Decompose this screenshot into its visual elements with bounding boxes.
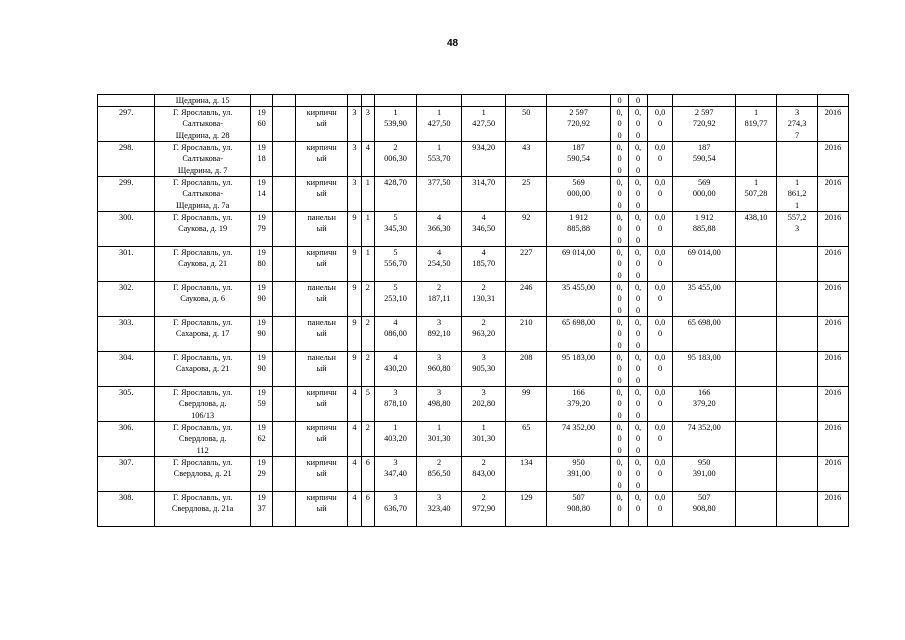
cell-fund-total: 95 183,00 <box>673 352 736 387</box>
cell-year: 19 62 <box>250 422 273 457</box>
table-row <box>98 142 849 177</box>
cell-area-total: 4 430,20 <box>374 352 416 387</box>
cell-address: Г. Ярославль, ул. Сахарова, д. 17 <box>155 317 250 352</box>
cell-area-residential: 4 346,50 <box>462 212 506 247</box>
cell-fund-3: 0,0 0 <box>647 107 673 142</box>
table-row-continued <box>98 95 849 107</box>
cell-residents: 227 <box>506 247 547 282</box>
cell-c16: 0 <box>610 95 628 107</box>
cell-max-cost <box>777 317 818 352</box>
cell-fund-total: 569 000,00 <box>673 177 736 212</box>
cell-extra <box>273 457 296 492</box>
cell-address: Г. Ярославль, ул. Свердлова, д. 21а <box>155 492 250 527</box>
cell-empty <box>374 95 416 107</box>
cell-fund-1: 0, 0 <box>610 492 628 527</box>
cell-residents: 246 <box>506 282 547 317</box>
cell-fund-total: 1 912 885,88 <box>673 212 736 247</box>
cell-fund-1: 0, 0 0 <box>610 212 628 247</box>
cell-fund-total: 65 698,00 <box>673 317 736 352</box>
cell-fund-2: 0, 0 0 <box>629 282 647 317</box>
cell-residents: 43 <box>506 142 547 177</box>
cell-area-living: 1 553,70 <box>417 142 462 177</box>
cell-total-cost: 950 391,00 <box>547 457 611 492</box>
cell-year-end: 2016 <box>818 457 849 492</box>
cell-empty <box>673 95 736 107</box>
cell-fund-1: 0, 0 0 <box>610 352 628 387</box>
cell-year: 19 80 <box>250 247 273 282</box>
cell-fund-1: 0, 0 0 <box>610 282 628 317</box>
cell-fund-2: 0, 0 0 <box>629 317 647 352</box>
cell-extra <box>273 107 296 142</box>
cell-material: панельн ый <box>295 352 347 387</box>
cell-unit-cost <box>736 492 777 527</box>
cell-max-cost: 3 274,3 7 <box>777 107 818 142</box>
cell-fund-3: 0,0 0 <box>647 492 673 527</box>
table-row <box>98 387 849 422</box>
cell-area-living: 377,50 <box>417 177 462 212</box>
cell-residents: 208 <box>506 352 547 387</box>
cell-area-total: 5 253,10 <box>374 282 416 317</box>
cell-number: 302. <box>98 282 155 317</box>
cell-residents: 134 <box>506 457 547 492</box>
cell-unit-cost <box>736 142 777 177</box>
cell-fund-1: 0, 0 0 <box>610 107 628 142</box>
cell-year-end: 2016 <box>818 422 849 457</box>
cell-fund-3: 0,0 0 <box>647 457 673 492</box>
cell-empty <box>777 95 818 107</box>
cell-fund-total: 187 590,54 <box>673 142 736 177</box>
cell-floors: 9 <box>348 282 361 317</box>
cell-year: 19 90 <box>250 282 273 317</box>
cell-total-cost: 507 908,80 <box>547 492 611 527</box>
cell-max-cost: 1 861,2 1 <box>777 177 818 212</box>
cell-total-cost: 2 597 720,92 <box>547 107 611 142</box>
cell-year-end: 2016 <box>818 212 849 247</box>
cell-material: панельн ый <box>295 212 347 247</box>
cell-area-living: 1 427,50 <box>417 107 462 142</box>
cell-area-residential: 2 972,90 <box>462 492 506 527</box>
cell-year-end: 2016 <box>818 317 849 352</box>
cell-max-cost <box>777 422 818 457</box>
cell-year: 19 90 <box>250 317 273 352</box>
table-row <box>98 422 849 457</box>
cell-area-total: 5 556,70 <box>374 247 416 282</box>
cell-floors: 9 <box>348 212 361 247</box>
cell-entrances: 2 <box>361 317 374 352</box>
cell-address: Г. Ярославль, ул. Свердлова, д. 112 <box>155 422 250 457</box>
cell-number: 298. <box>98 142 155 177</box>
cell-fund-1: 0, 0 0 <box>610 247 628 282</box>
cell-fund-3: 0,0 0 <box>647 247 673 282</box>
cell-unit-cost <box>736 387 777 422</box>
cell-fund-1: 0, 0 0 <box>610 142 628 177</box>
cell-extra <box>273 247 296 282</box>
cell-fund-total: 507 908,80 <box>673 492 736 527</box>
cell-floors: 3 <box>348 142 361 177</box>
cell-area-total: 3 636,70 <box>374 492 416 527</box>
cell-residents: 129 <box>506 492 547 527</box>
cell-empty <box>273 95 296 107</box>
cell-material: кирпичн ый <box>295 457 347 492</box>
cell-extra <box>273 177 296 212</box>
cell-entrances: 2 <box>361 282 374 317</box>
table-row <box>98 492 849 527</box>
cell-area-total: 3 347,40 <box>374 457 416 492</box>
cell-residents: 50 <box>506 107 547 142</box>
cell-year: 19 29 <box>250 457 273 492</box>
cell-empty <box>295 95 347 107</box>
cell-floors: 4 <box>348 457 361 492</box>
cell-floors: 9 <box>348 352 361 387</box>
cell-year-end: 2016 <box>818 387 849 422</box>
cell-fund-3: 0,0 0 <box>647 177 673 212</box>
cell-fund-1: 0, 0 0 <box>610 177 628 212</box>
cell-fund-2: 0, 0 0 <box>629 177 647 212</box>
cell-address: Г. Ярославль, ул. Салтыкова- Щедрина, д. 7а <box>155 177 250 212</box>
cell-max-cost <box>777 352 818 387</box>
page-number: 48 <box>446 38 459 49</box>
cell-area-residential: 934,20 <box>462 142 506 177</box>
cell-empty <box>98 95 155 107</box>
cell-fund-total: 74 352,00 <box>673 422 736 457</box>
cell-total-cost: 35 455,00 <box>547 282 611 317</box>
cell-residents: 92 <box>506 212 547 247</box>
cell-year: 19 18 <box>250 142 273 177</box>
cell-fund-2: 0, 0 0 <box>629 247 647 282</box>
table-row <box>98 317 849 352</box>
cell-year: 19 59 <box>250 387 273 422</box>
cell-year-end: 2016 <box>818 107 849 142</box>
cell-area-total: 4 086,00 <box>374 317 416 352</box>
cell-residents: 210 <box>506 317 547 352</box>
cell-number: 307. <box>98 457 155 492</box>
table-row <box>98 177 849 212</box>
cell-fund-3: 0,0 0 <box>647 212 673 247</box>
cell-unit-cost: 1 507,28 <box>736 177 777 212</box>
cell-year: 19 37 <box>250 492 273 527</box>
cell-max-cost <box>777 492 818 527</box>
cell-empty <box>547 95 611 107</box>
cell-total-cost: 187 590,54 <box>547 142 611 177</box>
cell-floors: 3 <box>348 107 361 142</box>
cell-material: кирпичн ый <box>295 142 347 177</box>
cell-fund-2: 0, 0 0 <box>629 142 647 177</box>
cell-fund-3: 0,0 0 <box>647 422 673 457</box>
cell-extra <box>273 212 296 247</box>
cell-year: 19 90 <box>250 352 273 387</box>
cell-fund-2: 0, 0 <box>629 492 647 527</box>
cell-unit-cost: 1 819,77 <box>736 107 777 142</box>
cell-total-cost: 69 014,00 <box>547 247 611 282</box>
cell-address: Г. Ярославль, ул. Салтыкова- Щедрина, д. 7 <box>155 142 250 177</box>
cell-max-cost <box>777 247 818 282</box>
cell-empty <box>462 95 506 107</box>
cell-fund-2: 0, 0 0 <box>629 457 647 492</box>
cell-area-residential: 1 301,30 <box>462 422 506 457</box>
cell-year-end: 2016 <box>818 352 849 387</box>
cell-extra <box>273 422 296 457</box>
cell-entrances: 3 <box>361 107 374 142</box>
cell-material: кирпичн ый <box>295 247 347 282</box>
cell-extra <box>273 142 296 177</box>
cell-address: Г. Ярославль, ул. Саукова, д. 21 <box>155 247 250 282</box>
cell-empty <box>736 95 777 107</box>
cell-area-living: 1 301,30 <box>417 422 462 457</box>
cell-fund-3: 0,0 0 <box>647 282 673 317</box>
cell-number: 299. <box>98 177 155 212</box>
cell-empty <box>417 95 462 107</box>
cell-fund-total: 69 014,00 <box>673 247 736 282</box>
cell-area-living: 3 892,10 <box>417 317 462 352</box>
cell-fund-total: 2 597 720,92 <box>673 107 736 142</box>
cell-area-living: 2 856,50 <box>417 457 462 492</box>
cell-fund-1: 0, 0 0 <box>610 387 628 422</box>
cell-area-living: 2 187,11 <box>417 282 462 317</box>
cell-max-cost <box>777 457 818 492</box>
cell-address: Г. Ярославль, ул. Сахарова, д. 21 <box>155 352 250 387</box>
table-row <box>98 247 849 282</box>
cell-material: кирпичн ый <box>295 177 347 212</box>
cell-address: Г. Ярославль, ул. Саукова, д. 6 <box>155 282 250 317</box>
cell-unit-cost <box>736 352 777 387</box>
cell-entrances: 2 <box>361 422 374 457</box>
cell-fund-total: 166 379,20 <box>673 387 736 422</box>
cell-address: Г. Ярославль, ул. Свердлова, д. 106/13 <box>155 387 250 422</box>
cell-material: панельн ый <box>295 317 347 352</box>
table-row <box>98 212 849 247</box>
cell-area-total: 5 345,30 <box>374 212 416 247</box>
cell-area-living: 4 254,50 <box>417 247 462 282</box>
cell-extra <box>273 317 296 352</box>
cell-year-end: 2016 <box>818 247 849 282</box>
cell-residents: 25 <box>506 177 547 212</box>
cell-area-residential: 314,70 <box>462 177 506 212</box>
cell-empty <box>818 95 849 107</box>
cell-year: 19 14 <box>250 177 273 212</box>
cell-entrances: 5 <box>361 387 374 422</box>
cell-entrances: 1 <box>361 247 374 282</box>
table-row <box>98 352 849 387</box>
cell-area-total: 1 403,20 <box>374 422 416 457</box>
cell-area-total: 2 006,30 <box>374 142 416 177</box>
table-row <box>98 282 849 317</box>
cell-material: кирпичн ый <box>295 492 347 527</box>
cell-year-end: 2016 <box>818 142 849 177</box>
cell-material: кирпичн ый <box>295 107 347 142</box>
cell-entrances: 2 <box>361 352 374 387</box>
cell-fund-3: 0,0 0 <box>647 317 673 352</box>
cell-unit-cost <box>736 247 777 282</box>
cell-area-total: 428,70 <box>374 177 416 212</box>
cell-number: 306. <box>98 422 155 457</box>
table-row <box>98 107 849 142</box>
cell-residents: 99 <box>506 387 547 422</box>
housing-register-table <box>97 94 849 527</box>
cell-floors: 9 <box>348 317 361 352</box>
cell-unit-cost <box>736 422 777 457</box>
cell-total-cost: 1 912 885,88 <box>547 212 611 247</box>
cell-area-total: 3 878,10 <box>374 387 416 422</box>
cell-total-cost: 65 698,00 <box>547 317 611 352</box>
cell-area-residential: 4 185,70 <box>462 247 506 282</box>
cell-floors: 9 <box>348 247 361 282</box>
cell-unit-cost <box>736 317 777 352</box>
cell-max-cost <box>777 282 818 317</box>
cell-year: 19 60 <box>250 107 273 142</box>
cell-extra <box>273 492 296 527</box>
cell-floors: 3 <box>348 177 361 212</box>
cell-fund-1: 0, 0 0 <box>610 317 628 352</box>
cell-entrances: 6 <box>361 492 374 527</box>
cell-number: 308. <box>98 492 155 527</box>
cell-max-cost <box>777 142 818 177</box>
cell-entrances: 1 <box>361 212 374 247</box>
cell-number: 297. <box>98 107 155 142</box>
cell-empty <box>250 95 273 107</box>
cell-fund-2: 0, 0 0 <box>629 107 647 142</box>
cell-fund-2: 0, 0 0 <box>629 212 647 247</box>
cell-unit-cost <box>736 282 777 317</box>
cell-address: Г. Ярославль, ул. Свердлова, д. 21 <box>155 457 250 492</box>
cell-number: 303. <box>98 317 155 352</box>
cell-year-end: 2016 <box>818 282 849 317</box>
cell-fund-2: 0, 0 0 <box>629 352 647 387</box>
cell-entrances: 1 <box>361 177 374 212</box>
cell-extra <box>273 387 296 422</box>
cell-area-residential: 2 130,31 <box>462 282 506 317</box>
cell-number: 304. <box>98 352 155 387</box>
cell-number: 300. <box>98 212 155 247</box>
cell-empty <box>348 95 361 107</box>
cell-c17: 0 <box>629 95 647 107</box>
cell-area-residential: 3 905,30 <box>462 352 506 387</box>
cell-area-living: 3 498,80 <box>417 387 462 422</box>
cell-max-cost <box>777 387 818 422</box>
cell-year-end: 2016 <box>818 177 849 212</box>
cell-fund-total: 35 455,00 <box>673 282 736 317</box>
cell-empty <box>647 95 673 107</box>
cell-address: Г. Ярославль, ул. Салтыкова- Щедрина, д. 28 <box>155 107 250 142</box>
cell-address: Г. Ярославль, ул. Саукова, д. 19 <box>155 212 250 247</box>
cell-floors: 4 <box>348 422 361 457</box>
cell-unit-cost <box>736 457 777 492</box>
cell-fund-3: 0,0 0 <box>647 142 673 177</box>
cell-extra <box>273 282 296 317</box>
cell-max-cost: 557,2 3 <box>777 212 818 247</box>
cell-area-living: 4 366,30 <box>417 212 462 247</box>
cell-material: кирпичн ый <box>295 422 347 457</box>
cell-fund-total: 950 391,00 <box>673 457 736 492</box>
cell-fund-1: 0, 0 0 <box>610 457 628 492</box>
cell-fund-2: 0, 0 0 <box>629 422 647 457</box>
cell-extra <box>273 352 296 387</box>
cell-empty <box>506 95 547 107</box>
cell-floors: 4 <box>348 387 361 422</box>
cell-fund-3: 0,0 0 <box>647 387 673 422</box>
cell-year-end: 2016 <box>818 492 849 527</box>
cell-entrances: 4 <box>361 142 374 177</box>
cell-residents: 65 <box>506 422 547 457</box>
cell-unit-cost: 438,10 <box>736 212 777 247</box>
cell-fund-2: 0, 0 0 <box>629 387 647 422</box>
cell-total-cost: 95 183,00 <box>547 352 611 387</box>
cell-material: панельн ый <box>295 282 347 317</box>
cell-material: кирпичн ый <box>295 387 347 422</box>
cell-total-cost: 166 379,20 <box>547 387 611 422</box>
cell-empty <box>361 95 374 107</box>
cell-total-cost: 569 000,00 <box>547 177 611 212</box>
cell-number: 301. <box>98 247 155 282</box>
cell-area-living: 3 960,80 <box>417 352 462 387</box>
cell-fund-1: 0, 0 0 <box>610 422 628 457</box>
cell-area-residential: 3 202,80 <box>462 387 506 422</box>
cell-area-residential: 2 843,00 <box>462 457 506 492</box>
cell-year: 19 79 <box>250 212 273 247</box>
cell-area-living: 3 323,40 <box>417 492 462 527</box>
cell-fund-3: 0,0 0 <box>647 352 673 387</box>
cell-number: 305. <box>98 387 155 422</box>
cell-address: Щедрина, д. 15 <box>155 95 250 107</box>
cell-floors: 4 <box>348 492 361 527</box>
cell-total-cost: 74 352,00 <box>547 422 611 457</box>
cell-entrances: 6 <box>361 457 374 492</box>
table-row <box>98 457 849 492</box>
cell-area-residential: 1 427,50 <box>462 107 506 142</box>
cell-area-total: 1 539,90 <box>374 107 416 142</box>
cell-area-residential: 2 963,20 <box>462 317 506 352</box>
